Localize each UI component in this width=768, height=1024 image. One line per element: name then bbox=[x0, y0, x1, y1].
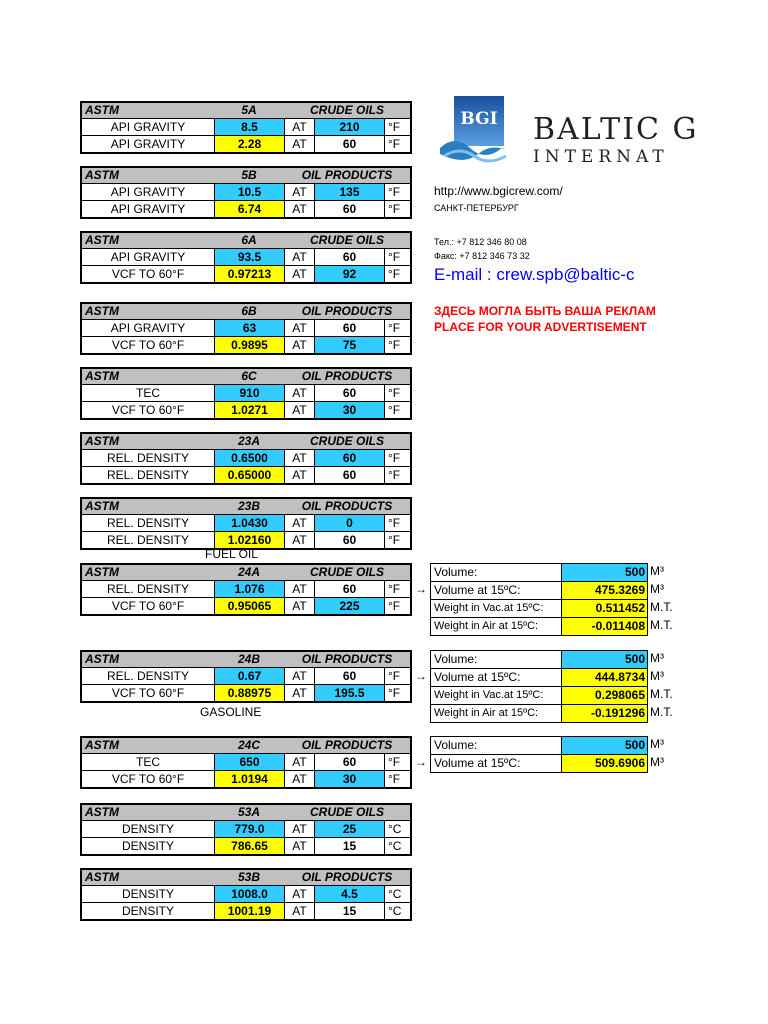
input-value[interactable]: 779.0 bbox=[214, 821, 284, 837]
volume-unit: M.T. bbox=[650, 618, 673, 632]
table-row bbox=[82, 821, 410, 837]
table-row bbox=[82, 754, 410, 770]
temperature-value[interactable]: 60 bbox=[314, 385, 384, 401]
input-value[interactable]: 650 bbox=[214, 754, 284, 770]
temperature-value[interactable]: 30 bbox=[314, 771, 384, 787]
astm-table bbox=[80, 803, 412, 856]
temperature-unit: °F bbox=[384, 201, 410, 217]
temperature-value[interactable]: 60 bbox=[314, 467, 384, 483]
temperature-unit: °F bbox=[384, 337, 410, 353]
at-label: AT bbox=[284, 668, 314, 684]
arrow-right-icon: → bbox=[415, 755, 427, 769]
table-code: 23B bbox=[237, 499, 260, 513]
result-value: 1.0271 bbox=[214, 402, 284, 418]
row-label: DENSITY bbox=[121, 904, 174, 918]
temperature-value[interactable]: 195.5 bbox=[314, 685, 384, 701]
input-value[interactable]: 8.5 bbox=[214, 119, 284, 135]
volume-unit: M³ bbox=[650, 737, 664, 751]
table-row bbox=[82, 581, 410, 597]
arrow-right-icon: → bbox=[415, 582, 427, 596]
result-value: 0.88975 bbox=[214, 685, 284, 701]
row-label: API GRAVITY bbox=[110, 202, 186, 216]
bgi-logo bbox=[440, 96, 510, 164]
volume-row bbox=[431, 617, 647, 635]
volume-row bbox=[431, 754, 647, 772]
at-label: AT bbox=[284, 450, 314, 466]
input-value[interactable]: 1008.0 bbox=[214, 886, 284, 902]
input-value[interactable]: 93.5 bbox=[214, 249, 284, 265]
table-header bbox=[82, 304, 410, 320]
table-row bbox=[82, 886, 410, 902]
volume-result: 444.8734 bbox=[561, 669, 647, 686]
volume-row bbox=[431, 599, 647, 617]
phone-label: Тел.: +7 812 346 80 08 bbox=[434, 237, 527, 247]
table-header bbox=[82, 870, 410, 886]
temperature-unit: °F bbox=[384, 581, 410, 597]
table-code: 53A bbox=[237, 805, 260, 819]
at-label: AT bbox=[284, 266, 314, 282]
volume-unit: M.T. bbox=[650, 687, 673, 701]
svg-text:BGI: BGI bbox=[460, 109, 498, 129]
temperature-unit: °F bbox=[384, 136, 410, 152]
temperature-value[interactable]: 60 bbox=[314, 320, 384, 336]
temperature-value[interactable]: 4.5 bbox=[314, 886, 384, 902]
table-header bbox=[82, 369, 410, 385]
temperature-value[interactable]: 60 bbox=[314, 201, 384, 217]
table-row bbox=[82, 515, 410, 531]
standard-label: ASTM bbox=[85, 652, 119, 666]
volume-label: Weight in Air at 15ºC: bbox=[434, 707, 539, 719]
result-value: 786.65 bbox=[214, 838, 284, 854]
temperature-value[interactable]: 60 bbox=[314, 136, 384, 152]
email-link[interactable]: E-mail : crew.spb@baltic-c bbox=[434, 265, 635, 284]
row-label: REL. DENSITY bbox=[106, 533, 190, 547]
standard-label: ASTM bbox=[85, 369, 119, 383]
temperature-value[interactable]: 60 bbox=[314, 581, 384, 597]
volume-panel bbox=[430, 563, 648, 636]
volume-input[interactable]: 500 bbox=[561, 564, 647, 581]
volume-result: -0.011408 bbox=[561, 618, 647, 635]
table-code: 6A bbox=[241, 233, 257, 247]
result-value: 1.02160 bbox=[214, 532, 284, 548]
product-category: CRUDE OILS bbox=[309, 805, 384, 819]
temperature-unit: °F bbox=[384, 754, 410, 770]
temperature-unit: °F bbox=[384, 771, 410, 787]
result-value: 0.97213 bbox=[214, 266, 284, 282]
product-category: OIL PRODUCTS bbox=[301, 652, 393, 666]
row-label: TEC bbox=[136, 386, 160, 400]
astm-table bbox=[80, 736, 412, 789]
at-label: AT bbox=[284, 838, 314, 854]
volume-input[interactable]: 500 bbox=[561, 737, 647, 754]
volume-label: Volume at 15ºC: bbox=[434, 756, 521, 770]
result-value: 6.74 bbox=[214, 201, 284, 217]
input-value[interactable]: 63 bbox=[214, 320, 284, 336]
volume-row bbox=[431, 668, 647, 686]
row-label: VCF TO 60°F bbox=[111, 267, 185, 281]
advert-en: PLACE FOR YOUR ADVERTISEMENT bbox=[434, 320, 647, 334]
table-code: 6C bbox=[241, 369, 257, 383]
volume-row bbox=[431, 564, 647, 581]
standard-label: ASTM bbox=[85, 168, 119, 182]
temperature-value[interactable]: 135 bbox=[314, 184, 384, 200]
temperature-value[interactable]: 60 bbox=[314, 754, 384, 770]
volume-label: Weight in Vac.at 15ºC: bbox=[434, 689, 544, 701]
result-value: 0.65000 bbox=[214, 467, 284, 483]
at-label: AT bbox=[284, 886, 314, 902]
temperature-value[interactable]: 75 bbox=[314, 337, 384, 353]
temperature-unit: °F bbox=[384, 320, 410, 336]
at-label: AT bbox=[284, 467, 314, 483]
gasoline-label: GASOLINE bbox=[200, 705, 262, 719]
temperature-value[interactable]: 60 bbox=[314, 668, 384, 684]
table-row bbox=[82, 184, 410, 200]
fax-label: Факс: +7 812 346 73 32 bbox=[434, 251, 530, 261]
temperature-unit: °F bbox=[384, 532, 410, 548]
row-label: API GRAVITY bbox=[110, 250, 186, 264]
volume-unit: M³ bbox=[650, 582, 664, 596]
product-category: CRUDE OILS bbox=[309, 565, 384, 579]
input-value[interactable]: 0.6500 bbox=[214, 450, 284, 466]
table-header bbox=[82, 168, 410, 184]
volume-panel bbox=[430, 650, 648, 723]
table-header bbox=[82, 499, 410, 515]
at-label: AT bbox=[284, 119, 314, 135]
astm-table bbox=[80, 101, 412, 154]
at-label: AT bbox=[284, 201, 314, 217]
row-label: REL. DENSITY bbox=[106, 451, 190, 465]
result-value: 1.0194 bbox=[214, 771, 284, 787]
volume-label: Volume: bbox=[434, 652, 478, 666]
volume-result: -0.191296 bbox=[561, 705, 647, 722]
row-label: VCF TO 60°F bbox=[111, 772, 185, 786]
table-code: 5B bbox=[241, 168, 257, 182]
table-row bbox=[82, 385, 410, 401]
table-header bbox=[82, 565, 410, 581]
advert-ru: ЗДЕСЬ МОГЛА БЫТЬ ВАША РЕКЛАМ bbox=[434, 304, 656, 318]
at-label: AT bbox=[284, 184, 314, 200]
city-label: САНКТ-ПЕТЕРБУРГ bbox=[434, 203, 519, 213]
volume-input[interactable]: 500 bbox=[561, 651, 647, 668]
table-row bbox=[82, 770, 410, 787]
row-label: TEC bbox=[136, 755, 160, 769]
standard-label: ASTM bbox=[85, 434, 119, 448]
volume-row bbox=[431, 651, 647, 668]
temperature-unit: °F bbox=[384, 385, 410, 401]
row-label: REL. DENSITY bbox=[106, 516, 190, 530]
astm-table bbox=[80, 563, 412, 616]
temperature-unit: °F bbox=[384, 119, 410, 135]
table-row bbox=[82, 119, 410, 135]
at-label: AT bbox=[284, 685, 314, 701]
result-value: 1001.19 bbox=[214, 903, 284, 919]
table-code: 5A bbox=[241, 103, 257, 117]
at-label: AT bbox=[284, 249, 314, 265]
volume-panel bbox=[430, 736, 648, 773]
volume-result: 475.3269 bbox=[561, 582, 647, 599]
table-row bbox=[82, 837, 410, 854]
temperature-value[interactable]: 0 bbox=[314, 515, 384, 531]
product-category: OIL PRODUCTS bbox=[301, 369, 393, 383]
temperature-value[interactable]: 30 bbox=[314, 402, 384, 418]
volume-row bbox=[431, 737, 647, 754]
volume-unit: M.T. bbox=[650, 600, 673, 614]
table-code: 24C bbox=[237, 738, 260, 752]
volume-label: Weight in Air at 15ºC: bbox=[434, 620, 539, 632]
volume-unit: M.T. bbox=[650, 705, 673, 719]
temperature-unit: °F bbox=[384, 668, 410, 684]
at-label: AT bbox=[284, 320, 314, 336]
table-row bbox=[82, 902, 410, 919]
temperature-unit: °F bbox=[384, 402, 410, 418]
temperature-unit: °F bbox=[384, 450, 410, 466]
row-label: API GRAVITY bbox=[110, 185, 186, 199]
table-row bbox=[82, 249, 410, 265]
volume-label: Volume: bbox=[434, 565, 478, 579]
input-value[interactable]: 10.5 bbox=[214, 184, 284, 200]
temperature-unit: °F bbox=[384, 515, 410, 531]
temperature-unit: °C bbox=[384, 821, 410, 837]
astm-table bbox=[80, 497, 412, 550]
row-label: VCF TO 60°F bbox=[111, 338, 185, 352]
table-row bbox=[82, 401, 410, 418]
volume-label: Volume: bbox=[434, 738, 478, 752]
row-label: REL. DENSITY bbox=[106, 669, 190, 683]
row-label: VCF TO 60°F bbox=[111, 686, 185, 700]
astm-table bbox=[80, 166, 412, 219]
row-label: REL. DENSITY bbox=[106, 582, 190, 596]
volume-result: 0.298065 bbox=[561, 687, 647, 704]
at-label: AT bbox=[284, 515, 314, 531]
table-code: 24B bbox=[237, 652, 260, 666]
temperature-value[interactable]: 92 bbox=[314, 266, 384, 282]
table-row bbox=[82, 336, 410, 353]
at-label: AT bbox=[284, 821, 314, 837]
astm-table bbox=[80, 868, 412, 921]
product-category: CRUDE OILS bbox=[309, 103, 384, 117]
standard-label: ASTM bbox=[85, 499, 119, 513]
standard-label: ASTM bbox=[85, 233, 119, 247]
table-code: 24A bbox=[237, 565, 260, 579]
row-label: DENSITY bbox=[121, 887, 174, 901]
arrow-right-icon: → bbox=[415, 669, 427, 683]
logo-name: BALTIC G bbox=[533, 112, 699, 147]
logo-subtitle: INTERNAT bbox=[533, 147, 669, 167]
table-row bbox=[82, 450, 410, 466]
volume-label: Weight in Vac.at 15ºC: bbox=[434, 602, 544, 614]
fuel-oil-label: FUEL OIL bbox=[205, 547, 258, 561]
astm-table bbox=[80, 650, 412, 703]
bgi-logo-icon bbox=[440, 96, 510, 164]
at-label: AT bbox=[284, 385, 314, 401]
input-value[interactable]: 1.0430 bbox=[214, 515, 284, 531]
volume-row bbox=[431, 704, 647, 722]
row-label: DENSITY bbox=[121, 822, 174, 836]
row-label: VCF TO 60°F bbox=[111, 599, 185, 613]
product-category: CRUDE OILS bbox=[309, 434, 384, 448]
row-label: API GRAVITY bbox=[110, 120, 186, 134]
volume-label: Volume at 15ºC: bbox=[434, 670, 521, 684]
temperature-value[interactable]: 210 bbox=[314, 119, 384, 135]
table-code: 53B bbox=[237, 870, 260, 884]
temperature-unit: °F bbox=[384, 249, 410, 265]
row-label: REL. DENSITY bbox=[106, 468, 190, 482]
temperature-unit: °F bbox=[384, 685, 410, 701]
at-label: AT bbox=[284, 532, 314, 548]
astm-table bbox=[80, 432, 412, 485]
temperature-value[interactable]: 60 bbox=[314, 532, 384, 548]
row-label: API GRAVITY bbox=[110, 137, 186, 151]
temperature-unit: °F bbox=[384, 184, 410, 200]
at-label: AT bbox=[284, 402, 314, 418]
standard-label: ASTM bbox=[85, 738, 119, 752]
table-row bbox=[82, 466, 410, 483]
volume-unit: M³ bbox=[650, 669, 664, 683]
table-header bbox=[82, 233, 410, 249]
product-category: OIL PRODUCTS bbox=[301, 168, 393, 182]
standard-label: ASTM bbox=[85, 805, 119, 819]
volume-unit: M³ bbox=[650, 755, 664, 769]
temperature-value[interactable]: 25 bbox=[314, 821, 384, 837]
at-label: AT bbox=[284, 903, 314, 919]
astm-table bbox=[80, 367, 412, 420]
standard-label: ASTM bbox=[85, 870, 119, 884]
product-category: OIL PRODUCTS bbox=[301, 499, 393, 513]
input-value[interactable]: 1.076 bbox=[214, 581, 284, 597]
temperature-unit: °C bbox=[384, 903, 410, 919]
table-row bbox=[82, 320, 410, 336]
at-label: AT bbox=[284, 136, 314, 152]
standard-label: ASTM bbox=[85, 304, 119, 318]
table-header bbox=[82, 434, 410, 450]
table-row bbox=[82, 135, 410, 152]
temperature-value[interactable]: 15 bbox=[314, 838, 384, 854]
table-row bbox=[82, 200, 410, 217]
temperature-unit: °F bbox=[384, 266, 410, 282]
at-label: AT bbox=[284, 754, 314, 770]
row-label: VCF TO 60°F bbox=[111, 403, 185, 417]
at-label: AT bbox=[284, 337, 314, 353]
temperature-unit: °C bbox=[384, 886, 410, 902]
table-row bbox=[82, 265, 410, 282]
result-value: 2.28 bbox=[214, 136, 284, 152]
temperature-value[interactable]: 225 bbox=[314, 598, 384, 614]
table-code: 23A bbox=[237, 434, 260, 448]
astm-table bbox=[80, 302, 412, 355]
temperature-value[interactable]: 60 bbox=[314, 249, 384, 265]
astm-table bbox=[80, 231, 412, 284]
result-value: 0.9895 bbox=[214, 337, 284, 353]
table-header bbox=[82, 652, 410, 668]
row-label: API GRAVITY bbox=[110, 321, 186, 335]
volume-row bbox=[431, 581, 647, 599]
table-header bbox=[82, 805, 410, 821]
volume-label: Volume at 15ºC: bbox=[434, 583, 521, 597]
table-row bbox=[82, 531, 410, 548]
product-category: OIL PRODUCTS bbox=[301, 738, 393, 752]
temperature-unit: °F bbox=[384, 598, 410, 614]
table-row bbox=[82, 597, 410, 614]
volume-unit: M³ bbox=[650, 564, 664, 578]
product-category: OIL PRODUCTS bbox=[301, 304, 393, 318]
table-code: 6B bbox=[241, 304, 257, 318]
product-category: CRUDE OILS bbox=[309, 233, 384, 247]
standard-label: ASTM bbox=[85, 565, 119, 579]
volume-unit: M³ bbox=[650, 651, 664, 665]
at-label: AT bbox=[284, 598, 314, 614]
result-value: 0.95065 bbox=[214, 598, 284, 614]
product-category: OIL PRODUCTS bbox=[301, 870, 393, 884]
table-row bbox=[82, 668, 410, 684]
temperature-unit: °F bbox=[384, 467, 410, 483]
volume-result: 0.511452 bbox=[561, 600, 647, 617]
at-label: AT bbox=[284, 581, 314, 597]
website-link[interactable]: http://www.bgicrew.com/ bbox=[434, 184, 563, 198]
table-header bbox=[82, 103, 410, 119]
table-header bbox=[82, 738, 410, 754]
input-value[interactable]: 0.67 bbox=[214, 668, 284, 684]
input-value[interactable]: 910 bbox=[214, 385, 284, 401]
row-label: DENSITY bbox=[121, 839, 174, 853]
standard-label: ASTM bbox=[85, 103, 119, 117]
volume-result: 509.6906 bbox=[561, 755, 647, 772]
volume-row bbox=[431, 686, 647, 704]
table-row bbox=[82, 684, 410, 701]
temperature-value[interactable]: 15 bbox=[314, 903, 384, 919]
at-label: AT bbox=[284, 771, 314, 787]
temperature-unit: °C bbox=[384, 838, 410, 854]
temperature-value[interactable]: 60 bbox=[314, 450, 384, 466]
